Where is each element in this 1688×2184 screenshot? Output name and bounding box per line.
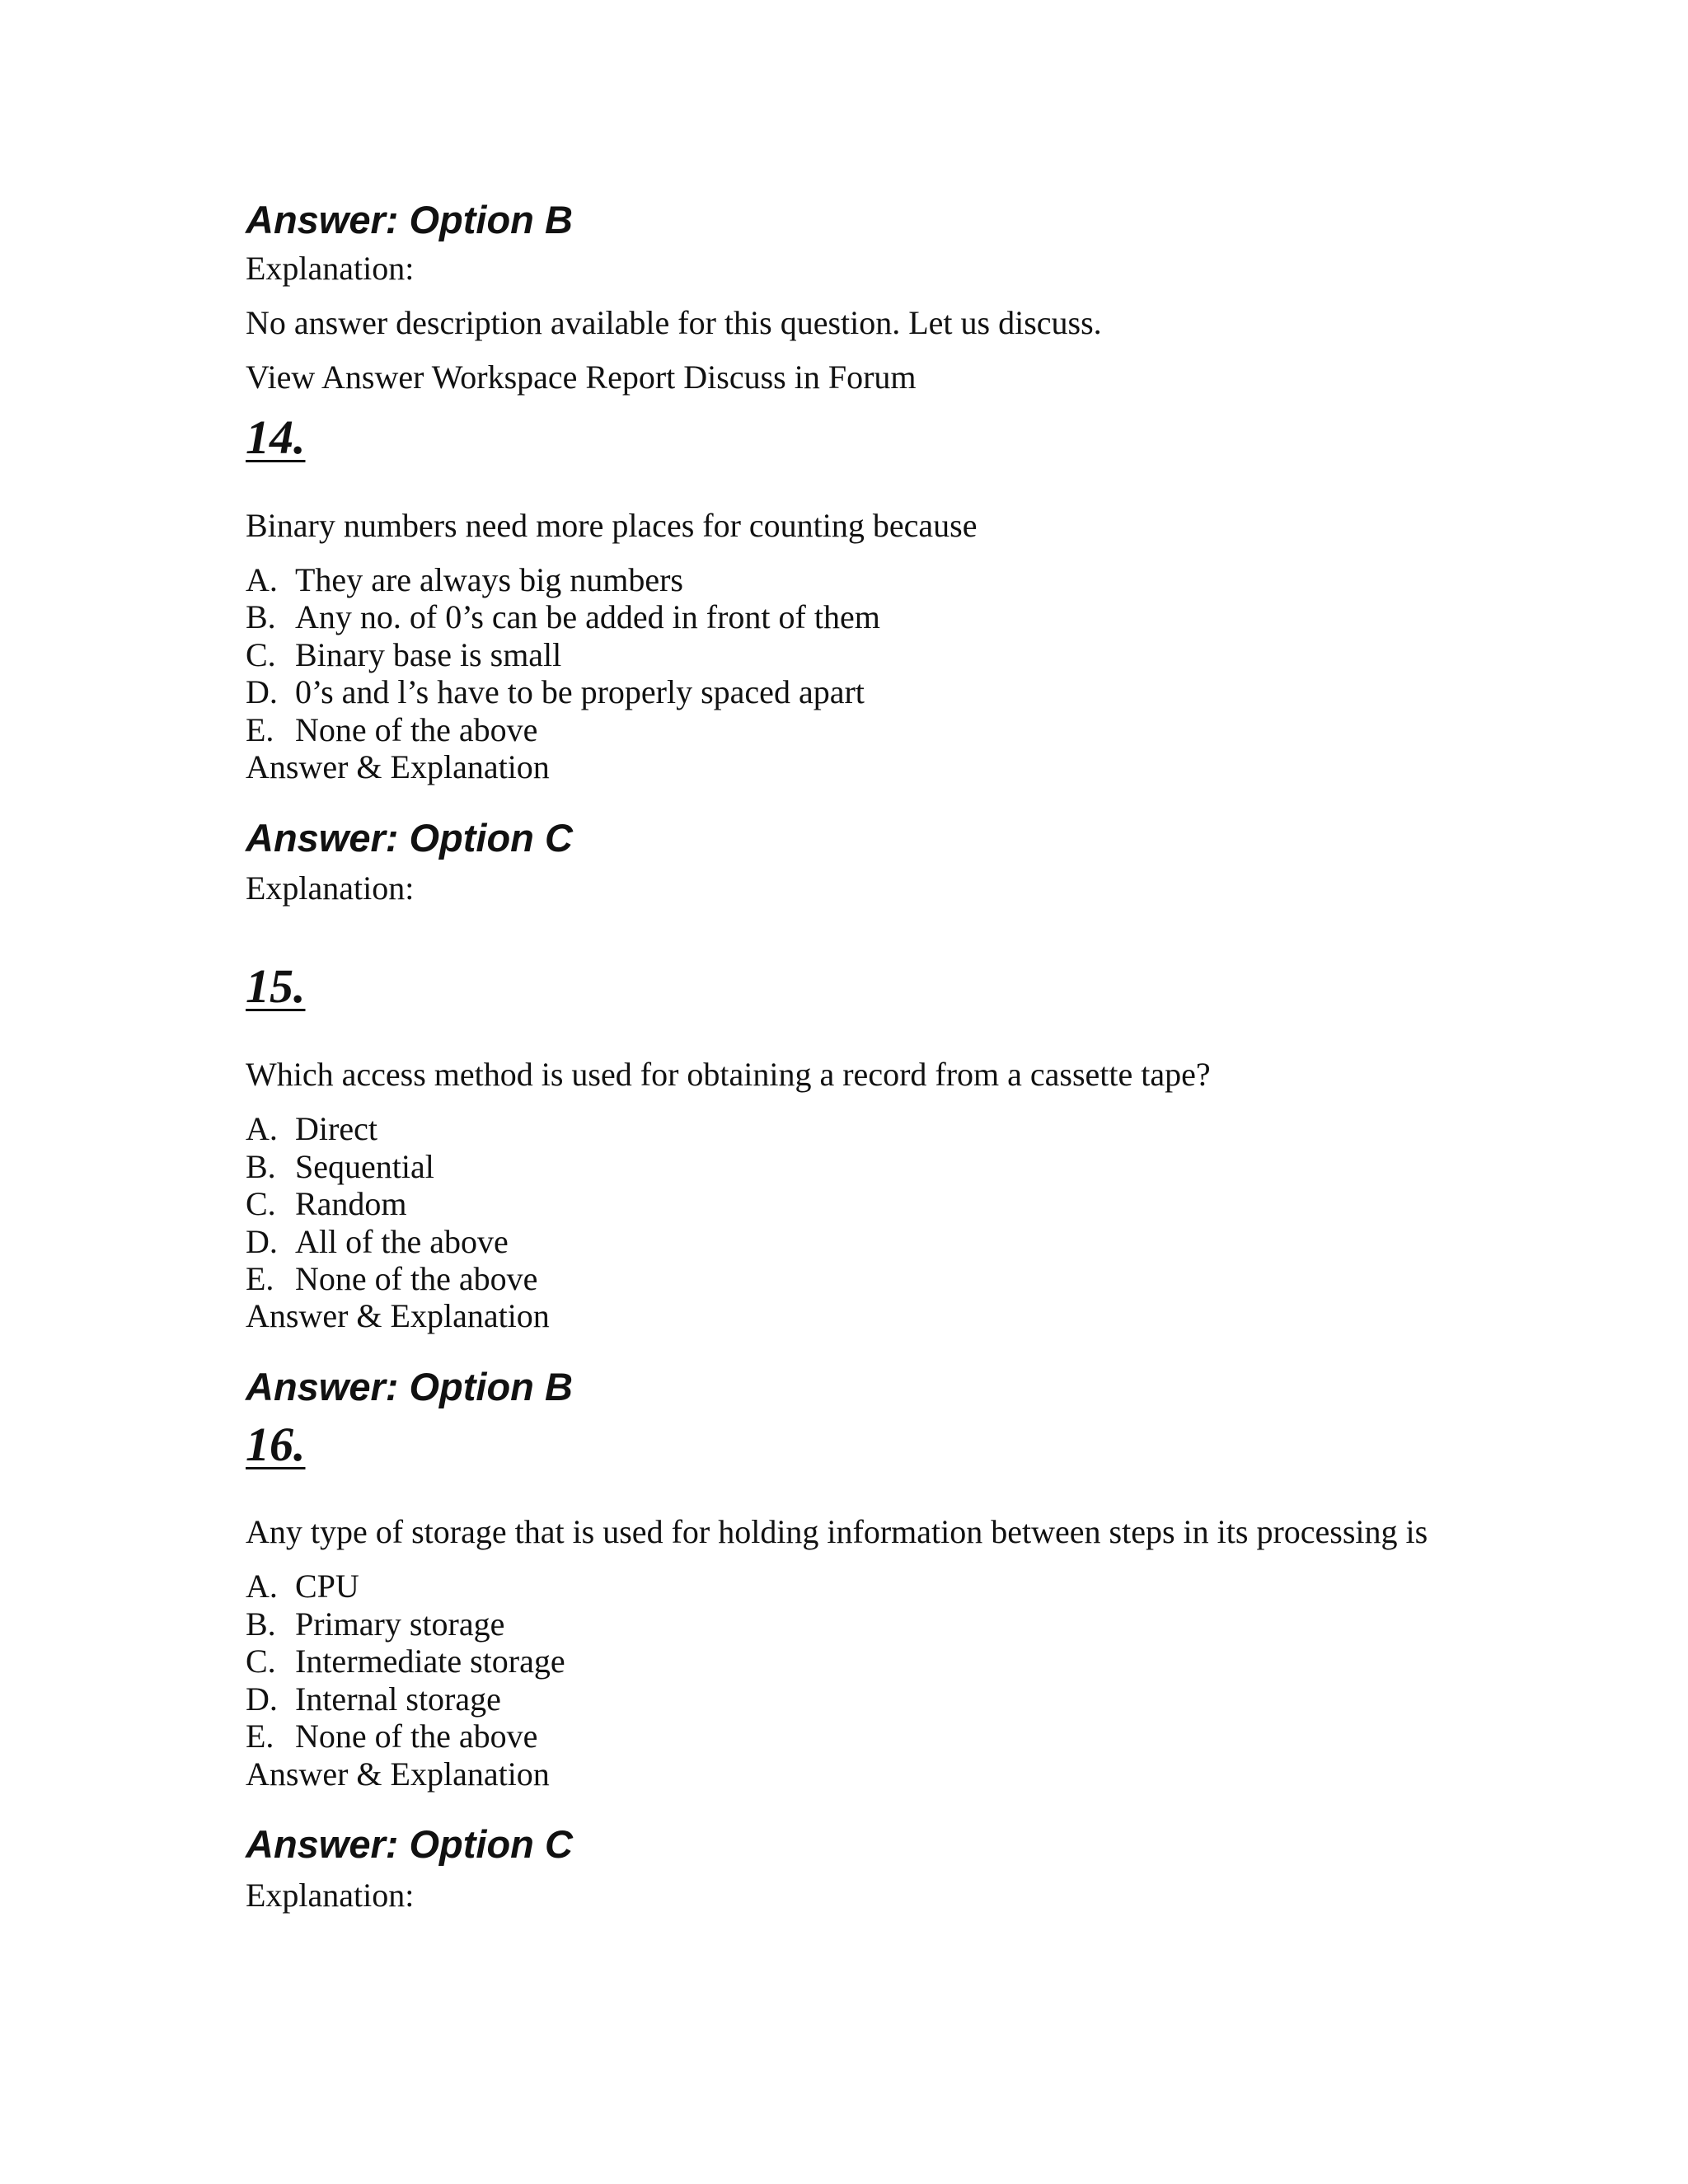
- option-item: [246, 1570, 359, 1603]
- option-item: [246, 711, 538, 748]
- answer-explanation-link[interactable]: Answer & Explanation: [246, 748, 550, 785]
- question-text: Binary numbers need more places for counting because: [246, 507, 978, 544]
- option-letter: B.: [246, 598, 276, 635]
- option-letter: E.: [246, 1260, 274, 1297]
- question-number-text: 16.: [246, 1418, 306, 1471]
- option-item: [246, 1680, 501, 1718]
- option-text: Random: [295, 1185, 407, 1222]
- option-item: [246, 1645, 565, 1678]
- option-letter: B.: [246, 1605, 276, 1643]
- option-text: Any no. of 0’s can be added in front of them: [295, 598, 880, 635]
- explanation-label: Explanation:: [246, 250, 415, 287]
- option-letter: A.: [246, 1568, 278, 1605]
- option-item: [246, 1185, 407, 1222]
- option-item: [246, 1260, 538, 1297]
- option-item: [246, 636, 562, 673]
- option-letter: D.: [246, 1223, 278, 1260]
- question-number: [246, 1418, 344, 1471]
- option-item: [246, 561, 683, 598]
- question-text: Which access method is used for obtaining a record from a cassette tape?: [246, 1056, 1211, 1093]
- answer-heading: Answer: Option C: [246, 1822, 573, 1866]
- option-text: Binary base is small: [295, 636, 562, 673]
- option-letter: D.: [246, 1680, 278, 1718]
- answer-explanation-link[interactable]: Answer & Explanation: [246, 1297, 550, 1334]
- answer-heading: Answer: Option B: [246, 1365, 573, 1408]
- option-letter: C.: [246, 1185, 276, 1222]
- question-number: [246, 959, 344, 1013]
- option-item: [246, 673, 865, 710]
- answer-explanation-link[interactable]: Answer & Explanation: [246, 1755, 550, 1793]
- answer-links-line: View Answer Workspace Report Discuss in Forum: [246, 359, 917, 396]
- option-item: [246, 1148, 434, 1185]
- question-number-text: 14.: [246, 410, 306, 464]
- option-text: Intermediate storage: [295, 1643, 565, 1680]
- option-text: They are always big numbers: [295, 561, 683, 598]
- option-text: Primary storage: [295, 1605, 505, 1643]
- option-item: [246, 598, 880, 635]
- answer-heading: Answer: Option C: [246, 816, 573, 860]
- option-item: [246, 1720, 537, 1753]
- question-number: [246, 410, 344, 464]
- option-letter: A.: [246, 561, 278, 598]
- option-text: All of the above: [295, 1223, 509, 1260]
- option-text: None of the above: [295, 1260, 538, 1297]
- question-number-text: 15.: [246, 959, 306, 1013]
- question-text: Any type of storage that is used for holding information between steps in its processing is: [246, 1513, 1428, 1550]
- option-letter: B.: [246, 1148, 276, 1185]
- option-letter: D.: [246, 673, 278, 710]
- option-letter: C.: [246, 1643, 276, 1680]
- option-item: [246, 1605, 505, 1643]
- option-text: None of the above: [295, 1718, 538, 1755]
- option-item: [246, 1110, 377, 1147]
- option-text: Direct: [295, 1110, 377, 1147]
- option-letter: A.: [246, 1110, 278, 1147]
- answer-heading: Answer: Option B: [246, 198, 573, 241]
- option-text: None of the above: [295, 711, 538, 748]
- explanation-text: No answer description available for this question. Let us discuss.: [246, 304, 1102, 341]
- option-text: Internal storage: [295, 1680, 501, 1718]
- option-letter: E.: [246, 711, 274, 748]
- option-letter: C.: [246, 636, 276, 673]
- option-text: 0’s and l’s have to be properly spaced apart: [295, 673, 865, 710]
- option-item: [246, 1223, 509, 1260]
- option-letter: E.: [246, 1718, 274, 1755]
- option-text: CPU: [295, 1568, 359, 1605]
- explanation-label: Explanation:: [246, 1877, 415, 1914]
- option-text: Sequential: [295, 1148, 434, 1185]
- explanation-label: Explanation:: [246, 869, 415, 907]
